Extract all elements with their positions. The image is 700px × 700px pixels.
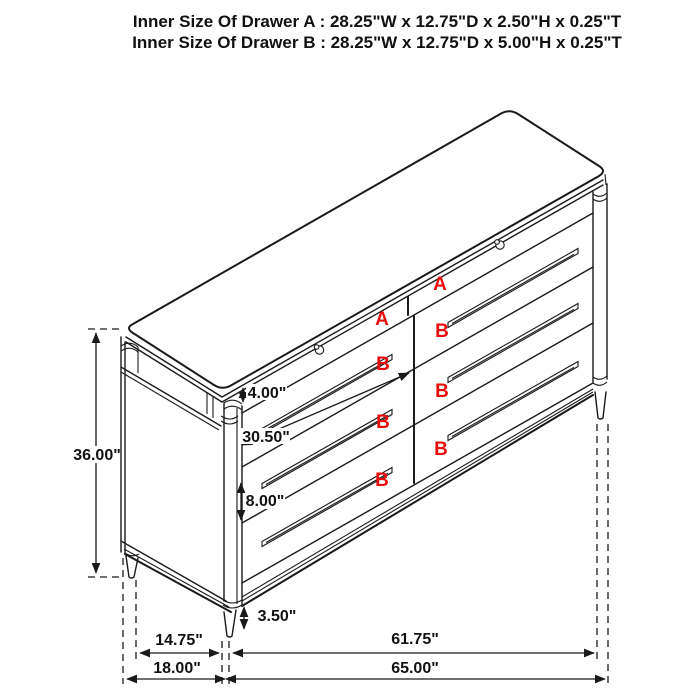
dimension-lines [74, 329, 608, 686]
dim-label-overall-width: 65.00" [391, 660, 439, 677]
drawer-knob [495, 240, 500, 245]
drawer-label-a-right: A [433, 274, 447, 295]
dim-label-drawer-b-front: 8.00" [245, 493, 285, 510]
drawer-label-b-right-3: B [434, 439, 448, 460]
drawer-label-a-left: A [375, 309, 389, 330]
top-surface [129, 111, 603, 388]
side-base-rail [121, 541, 226, 601]
dresser-top [126, 111, 606, 402]
drawer-knob [314, 345, 319, 350]
dim-label-top-drawer-front: 4.00" [247, 385, 287, 402]
dim-label-leg-height: 3.50" [257, 608, 297, 625]
dim-label-leg-span-depth: 14.75" [155, 632, 203, 649]
drawer-label-b-left-1: B [376, 354, 390, 375]
front-right-leg [595, 392, 606, 419]
dim-label-overall-height: 36.00" [73, 447, 121, 464]
drawer-label-b-right-2: B [435, 381, 449, 402]
dim-label-overall-depth: 18.00" [153, 660, 201, 677]
title-line-2: Inner Size Of Drawer B : 28.25"W x 12.75"D x 5.00"H x 0.25"T [132, 33, 622, 52]
front-left-leg [224, 610, 236, 637]
front-left-post [221, 400, 242, 608]
dim-label-leg-span-width: 61.75" [391, 631, 439, 648]
drawer-label-b-left-3: B [375, 470, 389, 491]
front-right-post [593, 184, 607, 385]
drawer-label-b-right-1: B [435, 321, 449, 342]
drawer-label-b-left-2: B [376, 412, 390, 433]
dim-label-drawer-width: 30.50" [242, 429, 290, 446]
title-line-1: Inner Size Of Drawer A : 28.25"W x 12.75"D x 2.50"H x 0.25"T [132, 12, 622, 31]
